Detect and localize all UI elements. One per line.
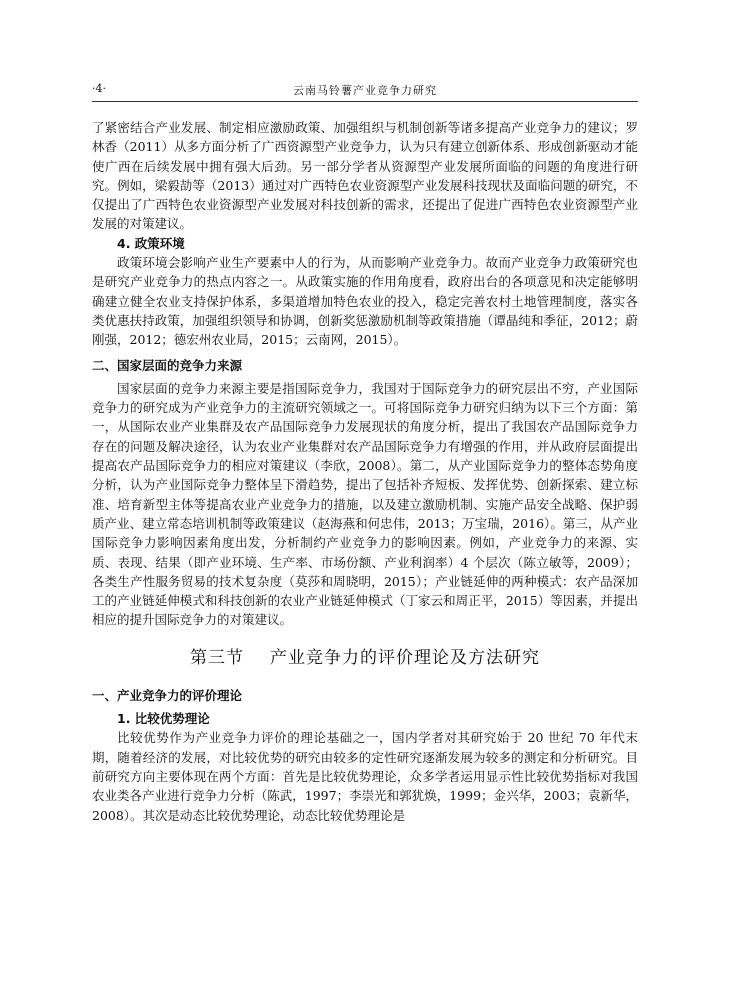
page-number: ·4· bbox=[92, 82, 106, 95]
subheading-policy: 4. 政策环境 bbox=[117, 235, 185, 251]
section-heading: 产业竞争力的评价理论及方法研究 bbox=[270, 647, 540, 668]
heading-evaluation: 一、产业竞争力的评价理论 bbox=[92, 687, 243, 703]
paragraph: 政策环境会影响产业生产要素中人的行为，从而影响产业竞争力。故而产业竞争力政策研究也是研究产业竞争力的热点内容之一。从政策实施的作用角度看，政府出台的各项意见和决定能够明确建立健全农业支持保护体系，多渠道增加特色农业的投入，稳定完善农村土地管理制度，落实各类优惠扶持政策，加强组织领导和协调，创新奖惩激励机制等政策措施（谭晶纯和季征，2012；蔚刚强，2012；德宏州农业局，2015；云南网，2015）。 bbox=[92, 255, 638, 348]
header-rule bbox=[92, 101, 638, 102]
section-number: 第三节 bbox=[190, 647, 244, 668]
section-title bbox=[92, 646, 638, 670]
paragraph: 国家层面的竞争力来源主要是指国际竞争力，我国对于国际竞争力的研究层出不穷，产业国际竞争力的研究成为产业竞争力的主流研究领域之一。可将国际竞争力研究归纳为以下三个方面：第一，从国际农业产业集群及农产品国际竞争力发展现状的角度分析，提出了我国农产品国际竞争力存在的问题及解决途径，认为农业产业集群对农产品国际竞争力有增强的作用，并从政府层面提出提高农产品国际竞争力的相应对策建议（李欣，2008）。第二，从产业国际竞争力的整体态势角度分析，认为产业国际竞争力整体呈下滑趋势，提出了包括补齐短板、发挥优势、创新探索、建立标准、培育新型主体等提高农业产业竞争力的措施，以及建立激励机制、实施产品安全战略、保护弱质产业、建立常态培训机制等政策建议（赵海燕和何忠伟，2013；万宝瑞，2016）。第三，从产业国际竞争力影响因素角度出发，分析制约产业竞争力的影响因素。例如，产业竞争力的来源、实质、表现、结果（即产业环境、生产率、市场份额、产业利润率）4 个层次（陈立敏等，2009）；各类生产性服务贸易的技术复杂度（莫莎和周晓明，2015）；产业链延伸的两种模式：农产品深加工的产业链延伸模式和科技创新的农业产业链延伸模式（丁家云和周正平，2015）等因素，并提出相应的提升国际竞争力的对策建议。 bbox=[92, 380, 638, 628]
heading-national: 二、国家层面的竞争力来源 bbox=[92, 357, 243, 373]
paragraph: 比较优势作为产业竞争力评价的理论基础之一，国内学者对其研究始于 20 世纪 70 年代末期，随着经济的发展，对比较优势的研究由较多的定性研究逐渐发展为较多的测定和分析研究。目前研究方向主要体现在两个方面：首先是比较优势理论，众多学者运用显示性比较优势指标对我国农业类各产业进行竞争力分析（陈武，1997；李崇光和郭犹焕，1999；金兴华，2003；袁新华，2008）。其次是动态比较优势理论，动态比较优势理论是 bbox=[92, 730, 638, 823]
paragraph: 了紧密结合产业发展、制定相应激励政策、加强组织与机制创新等诸多提高产业竞争力的建议；罗林香（2011）从多方面分析了广西资源型产业竞争力，认为只有建立创新体系、形成创新驱动才能使广西在后续发展中拥有强大后劲。另一部分学者从资源型产业发展所面临的问题的角度进行研究。例如，梁毅劼等（2013）通过对广西特色农业资源型产业发展科技现状及面临问题的研究，不仅提出了广西特色农业资源型产业发展对科技创新的需求，还提出了促进广西特色农业资源型产业发展的对策建议。 bbox=[92, 120, 638, 232]
body-text bbox=[92, 118, 638, 825]
subheading-comparative: 1. 比较优势理论 bbox=[117, 711, 210, 727]
running-header bbox=[92, 80, 638, 100]
running-title: 云南马铃薯产业竞争力研究 bbox=[293, 84, 437, 97]
